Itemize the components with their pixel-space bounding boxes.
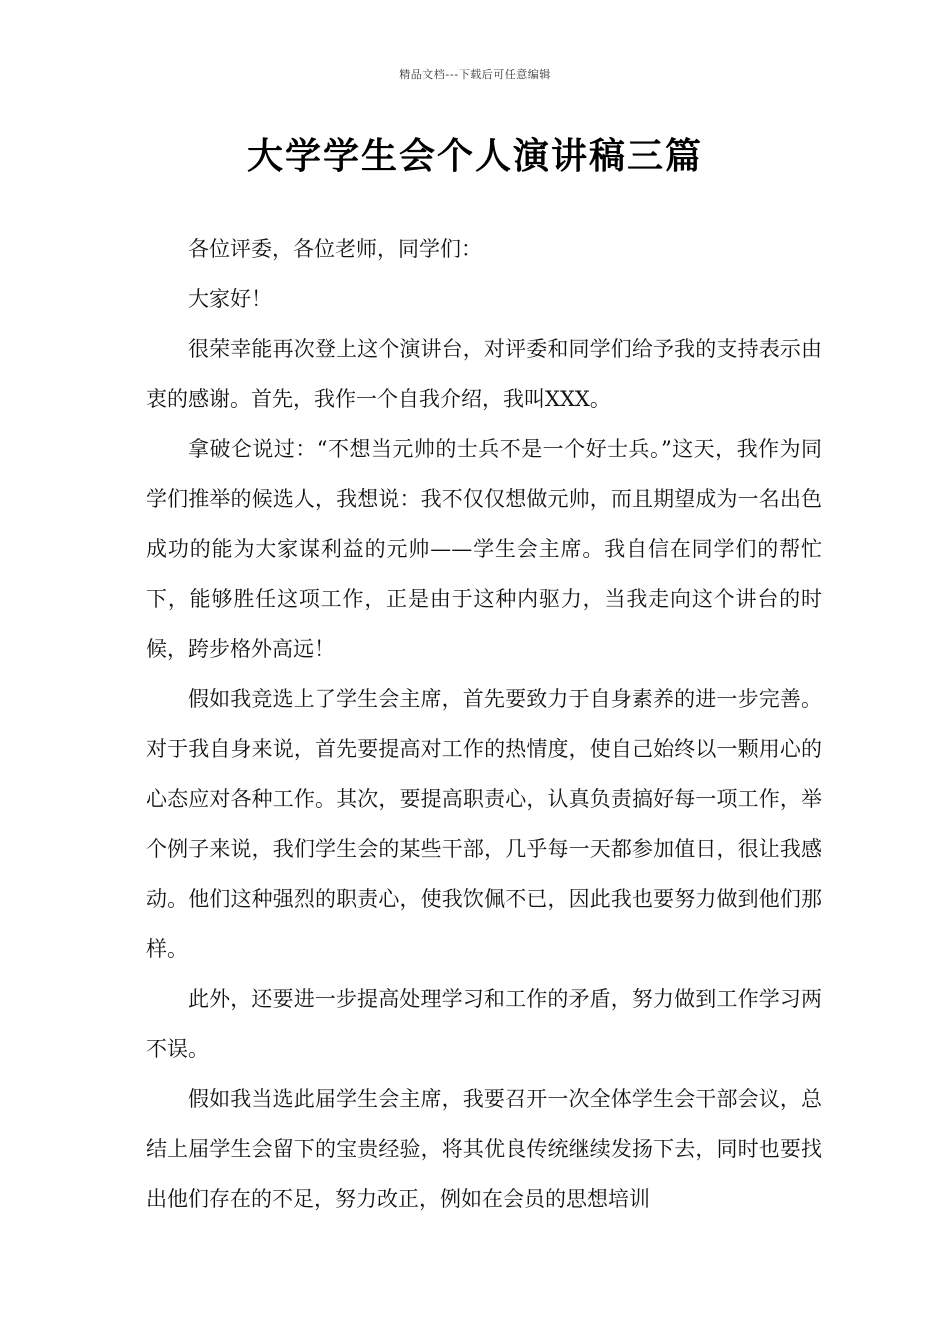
paragraph-study-work-balance: 此外，还要进一步提高处理学习和工作的矛盾，努力做到工作学习两不误。 [146,987,822,1061]
paragraph-introduction: 很荣幸能再次登上这个演讲台，对评委和同学们给予我的支持表示由衷的感谢。首先，我作一个自我介绍，我叫XXX。 [146,337,822,411]
document-body [146,224,822,1224]
paragraph-self-improvement: 假如我竞选上了学生会主席，首先要致力于自身素养的进一步完善。对于我自身来说，首先要提高对工作的热情度，使自己始终以一颗用心的心态应对各种工作。其次，要提高职责心，认真负责搞好每一项工作，举个例子来说，我们学生会的某些干部，几乎每一天都参加值日，很让我感动。他们这种强烈的职责心，使我饮佩不已，因此我也要努力做到他们那样。 [146,687,822,961]
paragraph-salutation: 各位评委，各位老师，同学们： [188,237,482,261]
paragraph-greeting: 大家好！ [188,287,272,311]
document-title: 大学学生会个人演讲稿三篇 [246,136,703,177]
header-note: 精品文档---下载后可任意编辑 [399,68,551,81]
paragraph-napoleon-quote: 拿破仑说过：“不想当元帅的士兵不是一个好士兵。”这天，我作为同学们推举的候选人，我想说：我不仅仅想做元帅，而且期望成为一名出色成功的能为大家谋利益的元帅——学生会主席。我自信在同学们的帮忙下，能够胜任这项工作，正是由于这种内驱力，当我走向这个讲台的时候，跨步格外高远！ [146,437,822,661]
paragraph-plans: 假如我当选此届学生会主席，我要召开一次全体学生会干部会议，总结上届学生会留下的宝贵经验，将其优良传统继续发扬下去，同时也要找出他们存在的不足，努力改正，例如在会员的思想培训 [146,1087,822,1211]
